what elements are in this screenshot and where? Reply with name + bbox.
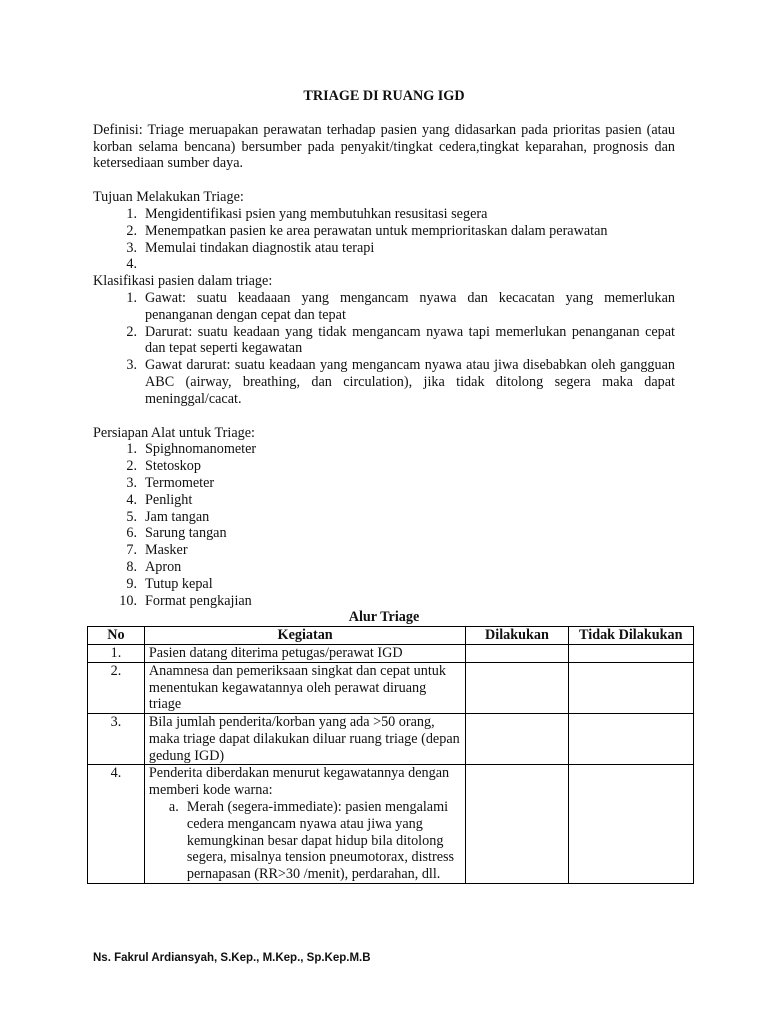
tujuan-heading: Tujuan Melakukan Triage: [93,189,244,206]
list-item: 2. Darurat: suatu keadaan yang tidak mengancam nyawa tapi memerlukan penanganan cepat dan tepat seperti kegawatan [126,323,675,357]
list-item: 4. [126,256,137,273]
list-item: 4. Penlight [126,491,193,508]
list-item: 7. Masker [126,542,188,559]
list-item: 3. Memulai tindakan diagnostik atau terapi [126,239,375,256]
sub-item-marker: a. [168,799,179,816]
list-item: 6. Sarung tangan [126,525,227,542]
sub-item [149,799,461,883]
page-title: TRIAGE DI RUANG IGD [303,88,465,104]
table-row: 2. Anamnesa dan pemeriksaan singkat dan cepat untuk menentukan kegawatannya oleh perawat diruang triage [88,662,694,713]
list-item: 3. Gawat darurat: suatu keadaan yang mengancam nyawa atau jiwa disebabkan oleh gangguan ABC (airway, breathing, dan circulation), jika tidak ditolong segera maka dapat meninggal/cacat. [126,357,675,407]
table-row: 3. Bila jumlah penderita/korban yang ada >50 orang, maka triage dapat dilakukan diluar ruang triage (depan gedung IGD) [88,714,694,765]
klasifikasi-heading: Klasifikasi pasien dalam triage: [93,273,273,290]
dilakukan-cell [466,765,568,884]
col-header-kegiatan: Kegiatan [144,627,465,645]
row-text: Penderita diberdakan menurut kegawatannya dengan memberi kode warna: [148,765,450,799]
document-page [93,88,683,884]
tidak-dilakukan-cell [568,765,693,884]
table-title: Alur Triage [348,609,420,626]
list-item: 3. Termometer [126,474,215,491]
list-item: 9. Tutup kepal [126,575,213,592]
persiapan-heading: Persiapan Alat untuk Triage: [93,424,255,441]
col-header-dilakukan: Dilakukan [466,627,568,645]
tujuan-list [93,206,675,273]
list-item: 1. Gawat: suatu keadaaan yang mengancam nyawa dan kecacatan yang memerlukan penanganan dengan cepat dan tepat [126,289,675,323]
sub-item-text: Merah (segera-immediate): pasien mengalami cedera mengancam nyawa atau jiwa yang kemungkinan besar dapat hidup bila ditolong segera, misalnya tension pneumotorax, distress pernapasan (RR>30 /menit), perdarahan, dll. [186,799,455,883]
tidak-dilakukan-cell [568,644,693,662]
dilakukan-cell [466,714,568,765]
list-item: 1. Mengidentifikasi psien yang membutuhkan resusitasi segera [126,205,488,222]
alur-triage-table [87,626,694,884]
definition-paragraph: Definisi: Triage meruapakan perawatan terhadap pasien yang didasarkan pada prioritas pasien (atau korban selama bencana) bersumber pada penyakit/tingkat cedera,tingkat keparahan, prognosis dan ketersediaan sumber daya. [93,121,675,172]
list-item: 5. Jam tangan [126,508,210,525]
footer-author: Ns. Fakrul Ardiansyah, S.Kep., M.Kep., Sp.Kep.M.B [93,952,371,964]
persiapan-list [93,441,675,609]
list-item: 10. Format pengkajian [119,592,252,609]
klasifikasi-list [93,290,675,408]
col-header-tidak-dilakukan: Tidak Dilakukan [568,627,693,645]
list-item: 1. Spighnomanometer [126,441,257,458]
table-row: 4. Penderita diberdakan menurut kegawatannya dengan memberi kode warna: a. Merah (segera-immediate): pasien mengalami cedera mengancam nyawa atau jiwa yang kemungkinan besar dapat hidup bila ditolong segera, misalnya tension pneumotorax, distress pernapasan (RR>30 /menit), perdarahan, dll. [88,765,694,884]
list-item: 2. Stetoskop [126,458,201,475]
list-item: 8. Apron [126,558,182,575]
tidak-dilakukan-cell [568,714,693,765]
col-header-no: No [88,627,145,645]
dilakukan-cell [466,662,568,713]
list-item: 2. Menempatkan pasien ke area perawatan untuk memprioritaskan dalam perawatan [126,222,608,239]
dilakukan-cell [466,644,568,662]
table-header-row [88,627,694,645]
tidak-dilakukan-cell [568,662,693,713]
table-row: 1. Pasien datang diterima petugas/perawat IGD [88,644,694,662]
